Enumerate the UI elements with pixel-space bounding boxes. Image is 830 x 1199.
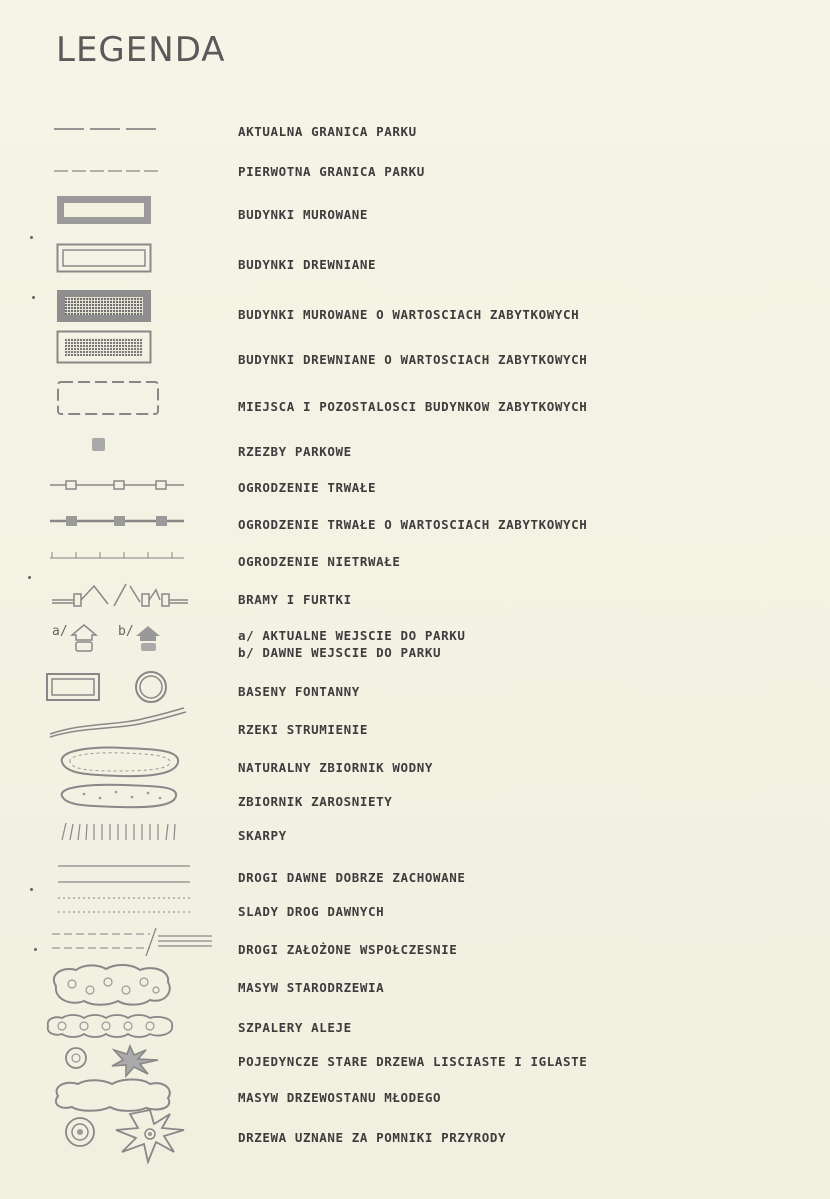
modern-road-icon xyxy=(50,926,216,958)
wooden-building-icon xyxy=(56,243,152,273)
legend-label: SLADY DROG DAWNYCH xyxy=(238,904,385,919)
single-old-tree-icon xyxy=(60,1042,170,1078)
legend-label: POJEDYNCZE STARE DRZEWA LISCIASTE I IGLASTE xyxy=(238,1054,588,1069)
old-road-traces-icon xyxy=(56,894,192,918)
legend-label: MIEJSCA I POZOSTALOSCI BUDYNKOW ZABYTKOWYCH xyxy=(238,399,588,414)
legend-label: DROGI DAWNE DOBRZE ZACHOWANE xyxy=(238,870,466,885)
legend-label: SZPALERY ALEJE xyxy=(238,1020,352,1035)
park-sculpture-icon xyxy=(90,436,108,454)
margin-dot xyxy=(34,948,37,951)
legend-label: MASYW DRZEWOSTANU MŁODEGO xyxy=(238,1090,442,1105)
legend-label-a: a/ AKTUALNE WEJSCIE DO PARKU xyxy=(238,628,466,643)
legend-label: DROGI ZAŁOŻONE WSPOŁCZESNIE xyxy=(238,942,458,957)
current-boundary-line-icon xyxy=(52,124,162,134)
legend-label: PIERWOTNA GRANICA PARKU xyxy=(238,164,425,179)
margin-dot xyxy=(32,296,35,299)
gates-icon xyxy=(50,580,190,612)
embankment-icon xyxy=(58,820,178,842)
legend-label: BRAMY I FURTKI xyxy=(238,592,352,607)
margin-dot xyxy=(30,888,33,891)
legend-label: RZEKI STRUMIENIE xyxy=(238,722,369,737)
marker-b: b/ xyxy=(118,624,134,639)
legend-label: OGRODZENIE TRWAŁE O WARTOSCIACH ZABYTKOWYCH xyxy=(238,517,588,532)
historic-permanent-fence-icon xyxy=(48,512,188,530)
legend-label: DRZEWA UZNANE ZA POMNIKI PRZYRODY xyxy=(238,1130,507,1145)
legend-label: SKARPY xyxy=(238,828,287,843)
legend-label: MASYW STARODRZEWIA xyxy=(238,980,385,995)
old-tree-mass-icon xyxy=(46,962,176,1008)
permanent-fence-icon xyxy=(48,476,188,494)
legend-label xyxy=(238,627,466,661)
tree-alley-icon xyxy=(42,1012,178,1040)
legend-label-b: b/ DAWNE WEJSCIE DO PARKU xyxy=(238,645,442,660)
legend-label: BUDYNKI MUROWANE O WARTOSCIACH ZABYTKOWYCH xyxy=(238,307,580,322)
temporary-fence-icon xyxy=(48,546,188,562)
legend-label: BUDYNKI MUROWANE xyxy=(238,207,369,222)
legend-label: AKTUALNA GRANICA PARKU xyxy=(238,124,417,139)
historic-wooden-building-icon xyxy=(56,330,152,364)
natural-monument-tree-icon xyxy=(58,1108,190,1164)
river-icon xyxy=(46,704,188,740)
old-road-icon xyxy=(56,860,192,888)
legend-label: RZEZBY PARKOWE xyxy=(238,444,352,459)
overgrown-pond-icon xyxy=(54,780,184,812)
historic-masonry-building-icon xyxy=(56,289,152,323)
legend-label: OGRODZENIE TRWAŁE xyxy=(238,480,377,495)
current-entrance-icon xyxy=(70,622,100,654)
legend-label: BASENY FONTANNY xyxy=(238,684,360,699)
natural-water-body-icon xyxy=(54,742,184,782)
former-entrance-icon xyxy=(134,622,164,654)
legend-label: ZBIORNIK ZAROSNIETY xyxy=(238,794,393,809)
masonry-building-icon xyxy=(56,195,152,225)
legend-label: BUDYNKI DREWNIANE xyxy=(238,257,377,272)
marker-a: a/ xyxy=(52,624,68,639)
legend-label: NATURALNY ZBIORNIK WODNY xyxy=(238,760,434,775)
historic-building-remains-icon xyxy=(56,378,162,418)
margin-dot xyxy=(28,576,31,579)
pool-fountain-icon xyxy=(44,670,174,706)
margin-dot xyxy=(30,236,33,239)
legend-label: OGRODZENIE NIETRWAŁE xyxy=(238,554,401,569)
legend-label: BUDYNKI DREWNIANE O WARTOSCIACH ZABYTKOWYCH xyxy=(238,352,588,367)
original-boundary-line-icon xyxy=(52,166,162,176)
legend-title: LEGENDA xyxy=(56,30,226,70)
